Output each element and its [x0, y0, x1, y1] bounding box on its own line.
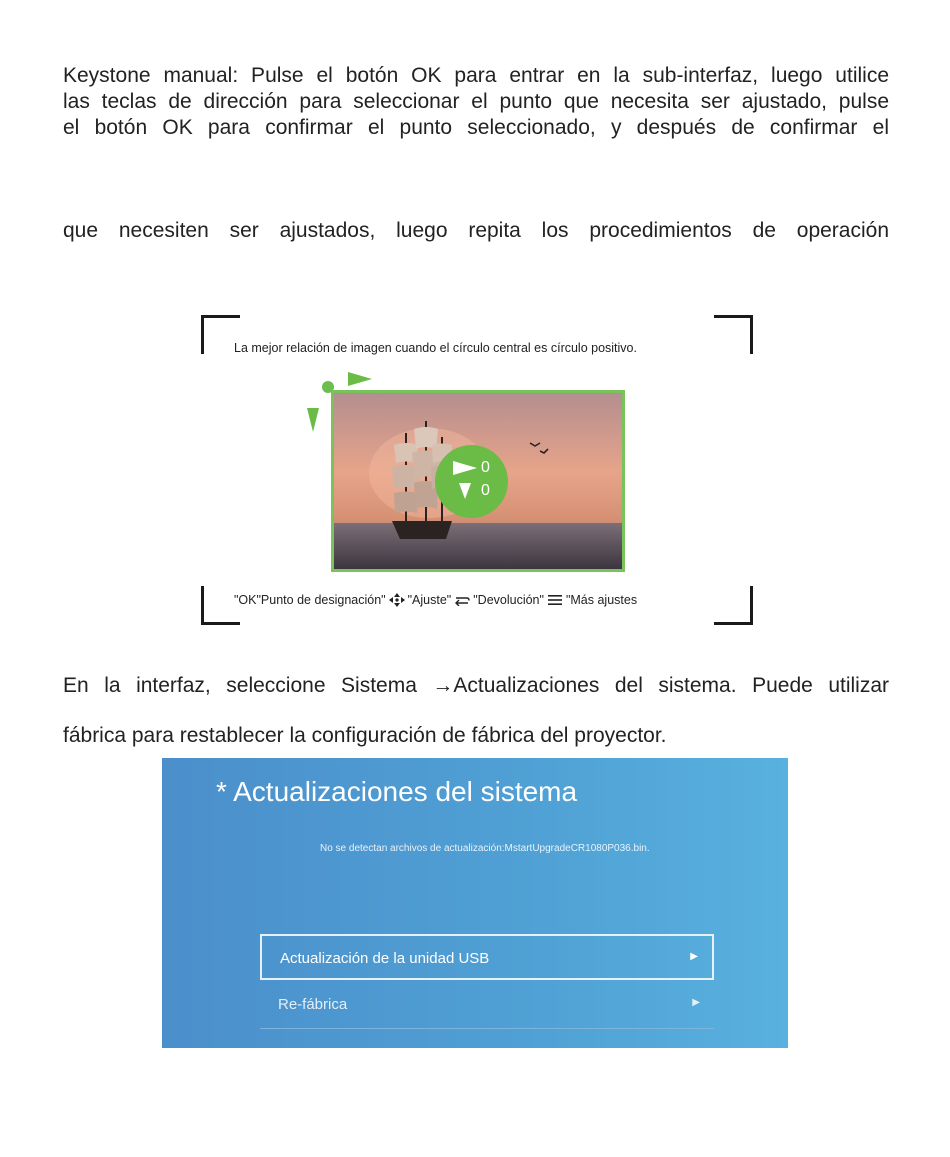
keystone-value-badge — [435, 445, 508, 518]
chevron-right-icon: ▶ — [690, 951, 698, 962]
flag-down-icon — [307, 408, 319, 432]
updates-title: * Actualizaciones del sistema — [216, 776, 578, 807]
hint-return: "Devolución" — [473, 593, 544, 607]
vertical-value: 0 — [481, 482, 490, 499]
corner-bottom-right — [714, 586, 753, 625]
dpad-icon — [389, 593, 405, 607]
hint-adjust: "Ajuste" — [407, 593, 452, 607]
return-icon — [454, 594, 470, 606]
menu-divider — [260, 1028, 714, 1029]
arrow-right-icon — [453, 461, 477, 475]
menu-icon — [547, 594, 563, 606]
chevron-right-icon: ▶ — [692, 997, 700, 1008]
text-line: Keystone manual: Pulse el botón OK para entrar en la sub-interfaz, luego utilice — [63, 64, 889, 87]
text-line: el botón OK para confirmar el punto seleccionado, y después de confirmar el — [63, 116, 889, 139]
corner-top-right — [714, 315, 753, 354]
horizontal-value: 0 — [481, 459, 490, 476]
flag-right-icon — [348, 372, 372, 386]
system-updates-screen — [162, 758, 788, 1048]
paragraph-factory-reset: fábrica para restablecer la configuración de fábrica del proyector. — [63, 724, 667, 747]
paragraph-repeat-procedure: que necesiten ser ajustados, luego repita los procedimientos de operación — [63, 219, 889, 242]
hint-more: "Más ajustes — [565, 593, 638, 607]
keystone-hint-bar — [234, 593, 637, 607]
keystone-screen-figure — [198, 312, 756, 628]
arrow-down-icon — [453, 483, 477, 499]
keystone-caption: La mejor relación de imagen cuando el círculo central es círculo positivo. — [234, 341, 637, 355]
horizontal-row — [453, 459, 490, 477]
updates-status: No se detectan archivos de actualización:MstartUpgradeCR1080P036.bin. — [320, 843, 650, 854]
paragraph-keystone-manual — [63, 63, 889, 141]
paragraph-system-updates: En la interfaz, seleccione Sistema →Actualizaciones del sistema. Puede utilizar — [63, 674, 889, 697]
hint-ok: "OK"Punto de designación" — [234, 593, 386, 607]
text-line: las teclas de dirección para seleccionar el punto que necesita ser ajustado, pulse — [63, 90, 889, 113]
menu-item-label: Re-fábrica — [278, 996, 348, 1013]
menu-item-usb-update[interactable] — [260, 934, 714, 980]
menu-item-label: Actualización de la unidad USB — [280, 950, 490, 967]
vertical-row — [453, 482, 490, 500]
menu-item-factory-reset[interactable] — [260, 982, 714, 1028]
